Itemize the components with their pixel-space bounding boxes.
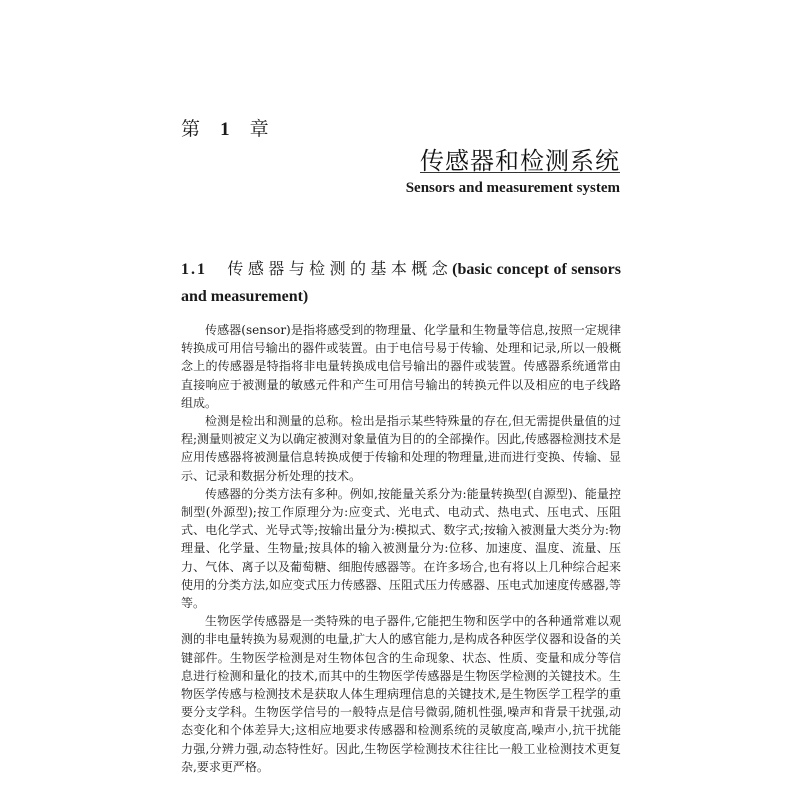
section-title-en: (basic concept of sensors and measurement): [181, 261, 621, 305]
chapter-label-prefix: 第: [181, 118, 207, 140]
chapter-title: 传感器和检测系统: [420, 147, 620, 175]
paragraph: 传感器的分类方法有多种。例如,按能量关系分为:能量转换型(自源型)、能量控制型(外源型);按工作原理分为:应变式、光电式、电动式、热电式、压电式、压阻式、电化学式、光导式等;按输出量分为:模拟式、数字式;按输入被测量大类分为:物理量、化学量、生物量;按具体的输入被测量分为:位移、加速度、温度、流量、压力、气体、离子以及葡萄糖、细胞传感器等。在许多场合,也有将以上几种综合起来使用的分类方法,如应变式压力传感器、压阻式压力传感器、压电式加速度传感器,等等。: [181, 486, 621, 611]
chapter-label: [181, 114, 275, 141]
section-heading: [181, 256, 621, 310]
chapter-subtitle: Sensors and measurement system: [405, 180, 620, 196]
chapter-label-suffix: 章: [249, 118, 275, 140]
section-number: 1.1: [181, 261, 207, 278]
paragraph: 传感器(sensor)是指将感受到的物理量、化学量和生物量等信息,按照一定规律转换成可用信号输出的器件或装置。由于电信号易于传输、处理和记录,所以一般概念上的传感器是特指将非电量转换成电信号输出的器件或装置。传感器系统通常由直接响应于被测量的敏感元件和产生可用信号输出的转换元件以及相应的电子线路组成。: [181, 323, 621, 410]
chapter-title-rule: [420, 172, 620, 173]
body-text: [181, 321, 621, 776]
section-title-cn: 传感器与检测的基本概念: [227, 259, 453, 278]
paragraph: 检测是检出和测量的总称。检出是指示某些特殊量的存在,但无需提供量值的过程;测量则被定义为以确定被测对象量值为目的的全部操作。因此,传感器检测技术是应用传感器将被测量信息转换成便于传输和处理的物理量,进而进行变换、传输、显示、记录和数据分析处理的技术。: [181, 414, 621, 483]
paragraph: 生物医学传感器是一类特殊的电子器件,它能把生物和医学中的各种通常难以观测的非电量转换为易观测的电量,扩大人的感官能力,是构成各种医学仪器和设备的关键部件。生物医学检测是对生物体包含的生命现象、状态、性质、变量和成分等信息进行检测和量化的技术,而其中的生物医学传感器是生物医学检测的关键技术。生物医学传感与检测技术是获取人体生理病理信息的关键技术,是生物医学工程学的重要分支学科。生物医学信号的一般特点是信号微弱,随机性强,噪声和背景干扰强,动态变化和个体差异大;这相应地要求传感器和检测系统的灵敏度高,噪声小,抗干扰能力强,分辨力强,动态特性好。因此,生物医学检测技术往往比一般工业检测技术更复杂,要求更严格。: [181, 614, 621, 774]
chapter-number: 1: [220, 119, 236, 140]
